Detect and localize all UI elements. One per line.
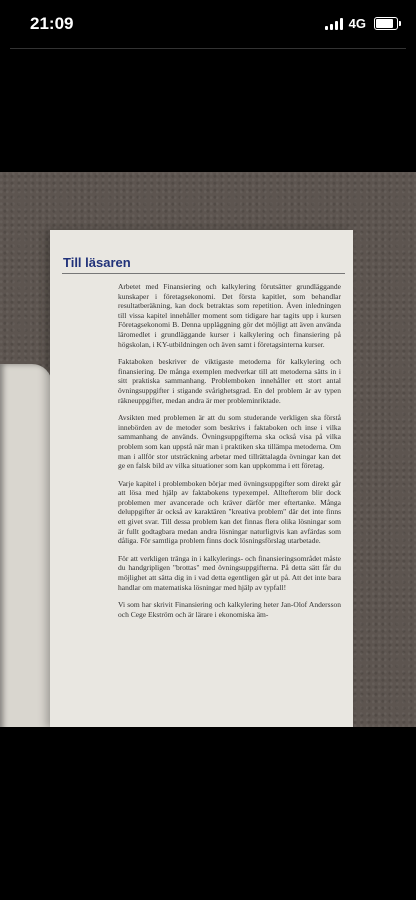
status-indicators	[325, 16, 398, 31]
title-divider	[62, 273, 345, 274]
paragraph: För att verkligen tränga in i kalkylerings- och finansieringsområdet måste du handgripligen "brottas" med övningsuppgifterna. På detta sätt får du möjlighet att sätta dig in i vad detta egentligen går ut på. Att det inte bara handlar om matematiska lösningar med hjälp av typfall!	[118, 553, 341, 592]
network-type: 4G	[348, 16, 366, 31]
paragraph: Faktaboken beskriver de viktigaste metoderna för kalkylering och finansiering. De många exemplen medverkar till att metoderna sätts in i sitt praktiska sammanhang. Problemboken innehåller ett stort antal övningsuppgifter i stigande svårighetsgrad. En del problem är av typen räkneuppgifter, medan andra är mer probleminriktade.	[118, 357, 341, 405]
book-page	[50, 230, 353, 728]
paragraph: Vi som har skrivit Finansiering och kalkylering heter Jan-Olof Andersson och Cege Ekström och är lärare i ekonomiska äm-	[118, 600, 341, 619]
header-divider	[10, 48, 406, 49]
paragraph: Varje kapitel i problemboken börjar med övningsuppgifter som direkt går att lösa med hjälp av faktabokens typexempel. Alltefterom blir dock problemen mer avancerade och kräver därför mer eftertanke. Många deluppgifter är också av karaktären "kreativa problem" där det inte finns ett givet svar. Till dessa problem kan det finnas flera olika lösningar som är fullt godtagbara medan andra lösningar naturligtvis kan avfärdas som dåliga. För samtliga problem finns dock lösningsförslag utarbetade.	[118, 478, 341, 546]
paragraph: Arbetet med Finansiering och kalkylering förutsätter grundläggande kunskaper i företagsekonomi. Det första kapitlet, som behandlar resultatberäkning, kan dock betraktas som repetition. Även inledningen till vissa kapitel innehåller moment som tidigare har tagits upp i kursen Företagsekonomi B. Denna uppläggning gör det möjligt att även använda läromedlet i grundläggande kurser i kalkylering och finansiering på högskolan, i KY-utbildningen och även samt i företagsinterna kurser.	[118, 282, 341, 349]
battery-icon	[374, 17, 398, 30]
paragraph: Avsikten med problemen är att du som studerande verkligen ska förstå innebörden av de metoder som beskrivs i faktaboken och inse i vilka sammanhang de används. Övningsuppgifterna ska också visa på vilka problem som kan uppstå när man i praktiken ska tillämpa metoderna. Om man i allför stor utsträckning arbetar med tillrättalagda övningar kan det ge en falsk bild av vilka situationer som kan uppkomma i ett företag.	[118, 413, 341, 471]
page-text	[118, 282, 341, 627]
status-bar	[0, 0, 416, 50]
page-title: Till läsaren	[63, 255, 131, 270]
status-time: 21:09	[30, 14, 74, 33]
black-background	[0, 727, 416, 900]
signal-icon	[325, 18, 343, 30]
